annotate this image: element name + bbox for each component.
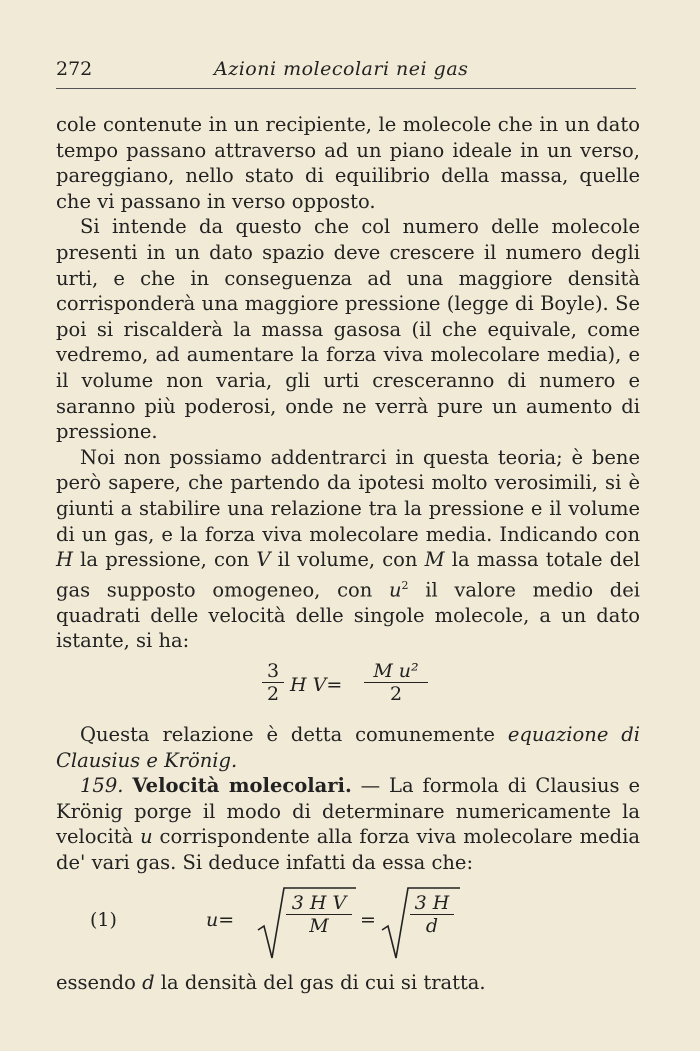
paragraph-2: Si intende da questo che col numero delle molecole presenti in un dato spazio deve crescere il numero degli urti, e che in conseguenza ad una maggiore densità corrisponderà una maggiore pressione (legge di Boyle). Se poi si riscalderà la massa gasosa (il che equivale, come vedremo, ad aumentare la forza viva molecolare media), e il volume non varia, gli urti cresceranno di numero e saranno più poderosi, onde ne verrà pure un aumento di pressione. (56, 215, 640, 444)
body-text (56, 112, 640, 995)
equation-middle: H V= (290, 673, 343, 696)
page-number: 272 (56, 58, 93, 80)
section-title: Velocità molecolari. (132, 774, 352, 798)
equation-clausius (56, 658, 640, 716)
radical-2: 3 H d (380, 886, 460, 960)
running-title: Azioni molecolari nei gas (214, 58, 469, 80)
fraction-mu2-over-2: M u² 2 (364, 660, 428, 705)
paragraph-3: Noi non possiamo addentrarci in questa teoria; è bene però sapere, che partendo da ipotesi molto verosimili, si è giunti a stabilire una relazione tra la pressione e il volume di un gas, e la forza viva molecolare media. Indicando con H la pressione, con V il volume, con M la massa totale del gas supposto omogeneo, con $u^2$ il valore medio dei quadrati delle velocità delle singole molecole, a un dato istante, si ha: (56, 445, 641, 653)
equation-equals: = (360, 908, 376, 931)
radical-1: 3 H V M (256, 886, 356, 960)
equation-velocity (56, 882, 640, 966)
section-number: 159. (80, 774, 124, 798)
equation-lhs: u= (206, 908, 235, 931)
paragraph-4: Questa relazione è detta comunemente equazione di Clausius e Krönig. (56, 722, 640, 772)
page-header (56, 58, 636, 89)
section-159: 159. Velocità molecolari. — La formola di Clausius e Krönig porge il modo di determinare numericamente la velocità u corrispondente alla forza viva molecolare media de' vari gas. Si deduce infatti da essa che: (56, 774, 640, 874)
paragraph-1: cole contenute in un recipiente, le molecole che in un dato tempo passano attraverso ad un piano ideale in un verso, pareggiano, nello stato di equilibrio della massa, quelle che vi passano in verso opposto. (56, 113, 640, 213)
fraction-3-over-2: 3 2 (262, 660, 284, 705)
equation-label: (1) (90, 908, 117, 931)
paragraph-6: essendo d la densità del gas di cui si tratta. (56, 970, 486, 994)
